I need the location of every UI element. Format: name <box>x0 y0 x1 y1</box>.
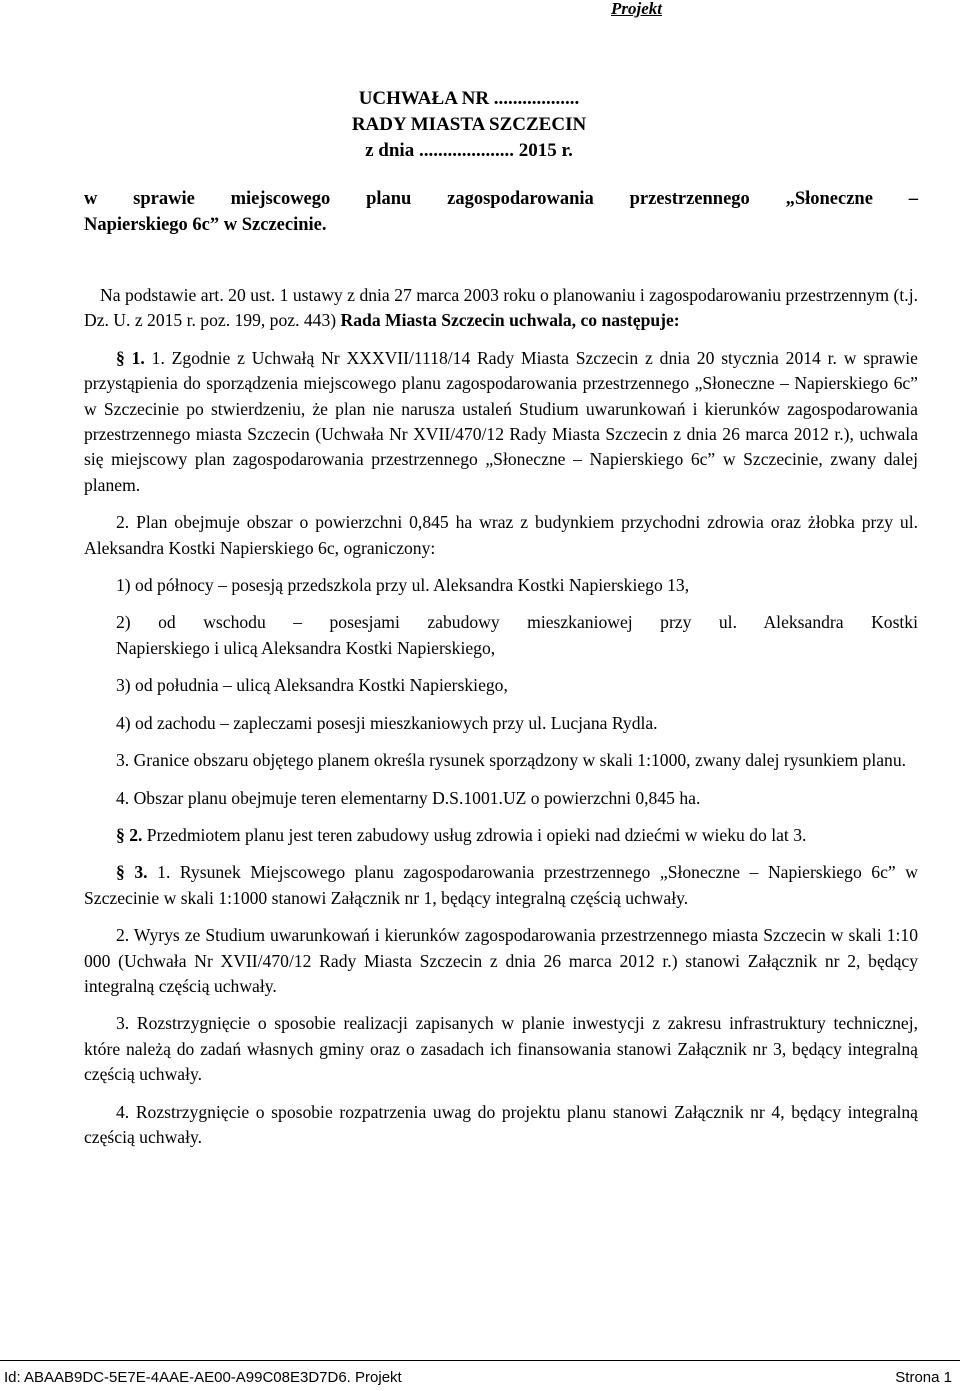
page-number: Strona 1 <box>895 1369 952 1386</box>
resolution-date: z dnia .................... 2015 r. <box>365 140 573 161</box>
project-stamp: Projekt <box>611 0 662 18</box>
subject-line-2: Napierskiego 6c” w Szczecinie. <box>84 215 327 235</box>
boundary-west: 4) od zachodu – zapleczami posesji mieszkaniowych przy ul. Lucjana Rydla. <box>116 712 658 733</box>
boundary-south: 3) od południa – ulicą Aleksandra Kostki Napierskiego, <box>116 675 508 696</box>
document-id: Id: ABAAB9DC-5E7E-4AAE-AE00-A99C08E3D7D6. Projekt <box>4 1369 402 1386</box>
preamble-bold: Rada Miasta Szczecin uchwala, co następuje: <box>340 310 680 331</box>
boundary-north: 1) od północy – posesją przedszkola przy ul. Aleksandra Kostki Napierskiego 13, <box>116 575 690 596</box>
section-1-p1 <box>84 346 918 498</box>
document-body <box>84 283 918 1150</box>
section-3-p1-text: 1. Rysunek Miejscowego planu zagospodarowania przestrzennego „Słoneczne – Napierskiego 6c” w Szczecinie w skali 1:1000 stanowi Załącznik nr 1, będący integralną częścią uchwały. <box>84 862 918 908</box>
section-3-p3: 3. Rozstrzygnięcie o sposobie realizacji zapisanych w planie inwestycji z zakresu infrastruktury technicznej, które należą do zadań własnych gminy oraz o zasadach ich finansowania stanowi Załącznik nr 3, będący integralną częścią uchwały. <box>84 1013 918 1085</box>
section-1-p2: 2. Plan obejmuje obszar o powierzchni 0,845 ha wraz z budynkiem przychodni zdrowia oraz żłobka przy ul. Aleksandra Kostki Napierskiego 6c, ograniczony: <box>84 512 918 558</box>
council-name: RADY MIASTA SZCZECIN <box>351 114 587 135</box>
section-1-label: § 1. <box>116 347 145 368</box>
resolution-subject <box>84 186 918 238</box>
section-1-p3: 3. Granice obszaru objętego planem określa rysunek sporządzony w skali 1:1000, zwany dalej rysunkiem planu. <box>116 750 907 771</box>
boundary-east-line-2: Napierskiego i ulicą Aleksandra Kostki Napierskiego, <box>116 637 496 658</box>
section-1-p4: 4. Obszar planu obejmuje teren elementarny D.S.1001.UZ o powierzchni 0,845 ha. <box>116 787 701 808</box>
boundary-east-line-1: 2) od wschodu – posesjami zabudowy mieszkaniowej przy ul. Aleksandra Kostki <box>116 612 918 633</box>
subject-line-1: w sprawie miejscowego planu zagospodarowania przestrzennego „Słoneczne – <box>84 189 918 209</box>
preamble <box>84 283 918 334</box>
preamble-text: Na podstawie art. 20 ust. 1 ustawy z dnia 27 marca 2003 roku o planowaniu i zagospodarowaniu przestrzennym (t.j. Dz. U. z 2015 r. poz. 199, poz. 443) <box>84 285 918 331</box>
section-2-label: § 2. <box>116 824 143 845</box>
section-1-p1-text: 1. Zgodnie z Uchwałą Nr XXXVII/1118/14 Rady Miasta Szczecin z dnia 20 stycznia 2014 r. w sprawie przystąpienia do sporządzenia miejscowego planu zagospodarowania przestrzennego „Słoneczne – Napierskiego 6c” w Szczecinie po stwierdzeniu, że plan nie narusza ustaleń Studium uwarunkowań i kierunków zagospodarowania przestrzennego miasta Szczecin (Uchwała Nr XVII/470/12 Rady Miasta Szczecin z dnia 26 marca 2012 r.), uchwala się miejscowy plan zagospodarowania przestrzennego „Słoneczne – Napierskiego 6c” w Szczecinie, zwany dalej planem. <box>84 347 918 495</box>
section-2 <box>84 823 918 848</box>
boundary-east <box>84 610 918 661</box>
section-2-text: Przedmiotem planu jest teren zabudowy usług zdrowia i opieki nad dziećmi w wieku do lat 3. <box>146 824 807 845</box>
section-3-p2: 2. Wyrys ze Studium uwarunkowań i kierunków zagospodarowania przestrzennego miasta Szczecin w skali 1:10 000 (Uchwała Nr XVII/470/12 Rady Miasta Szczecin z dnia 26 marca 2012 r.) stanowi Załącznik nr 2, będący integralną częścią uchwały. <box>84 925 918 996</box>
section-3-label: § 3. <box>116 862 148 883</box>
section-3-p1 <box>84 860 918 911</box>
resolution-number: UCHWAŁA NR .................. <box>358 88 580 109</box>
page-footer <box>0 1360 960 1386</box>
resolution-header <box>0 86 960 164</box>
section-3-p4: 4. Rozstrzygnięcie o sposobie rozpatrzenia uwag do projektu planu stanowi Załącznik nr 4, będący integralną częścią uchwały. <box>84 1101 918 1147</box>
